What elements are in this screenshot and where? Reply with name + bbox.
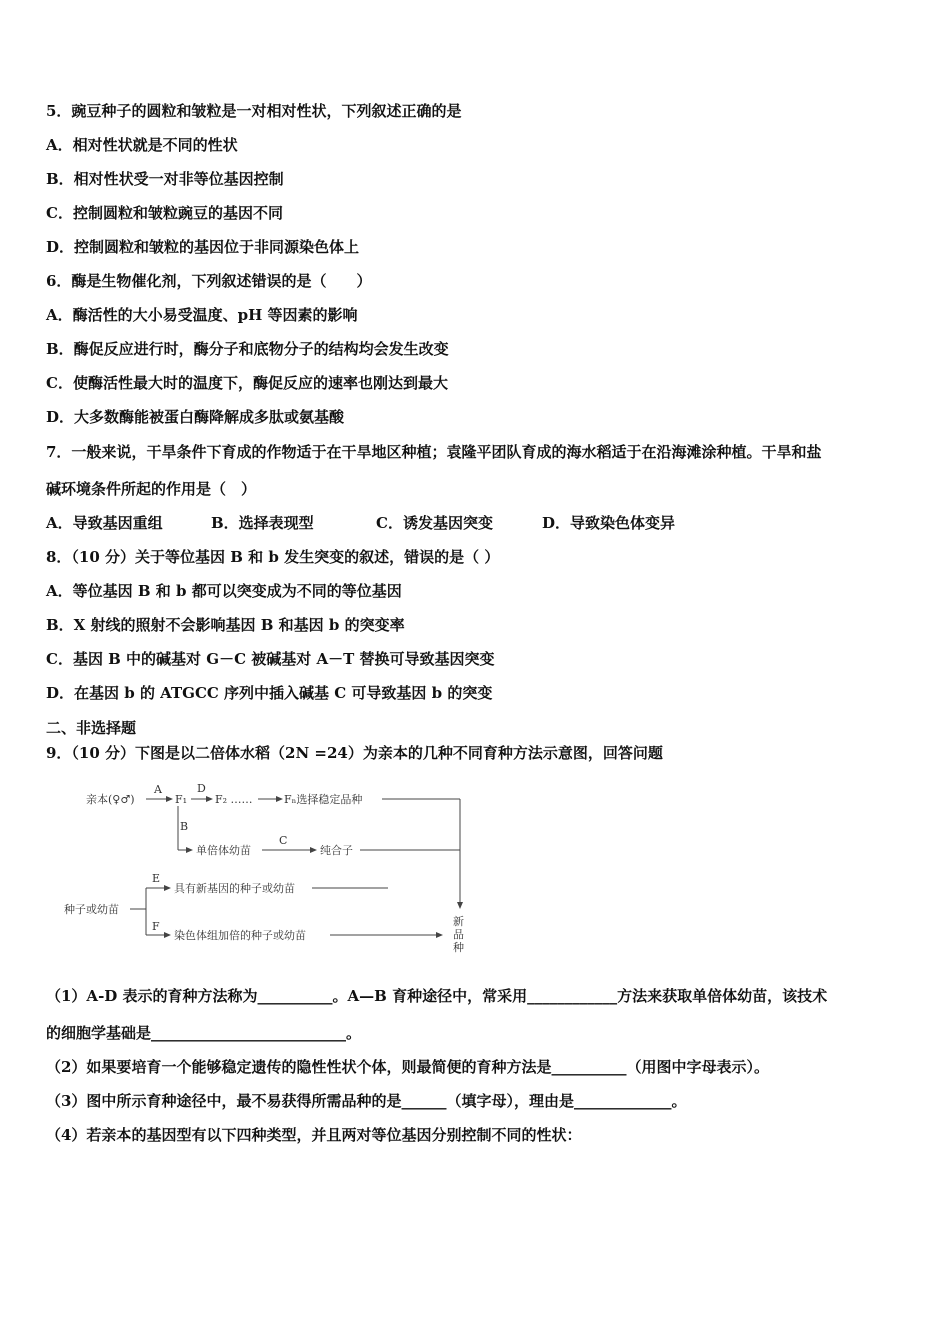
diagram-newgene: 具有新基因的种子或幼苗: [174, 882, 295, 895]
diagram-newvar-2: 品: [453, 928, 464, 941]
q6-option-b: B．酶促反应进行时，酶分子和底物分子的结构均会发生改变: [46, 340, 449, 358]
q5-option-c: C．控制圆粒和皱粒豌豆的基因不同: [46, 204, 283, 222]
diagram-pure: 纯合子: [320, 844, 353, 857]
q9-sub3: （3）图中所示育种途径中，最不易获得所需品种的是______（填字母），理由是_____________。: [46, 1092, 687, 1110]
section-heading: 二、非选择题: [46, 719, 137, 737]
label-c: C: [279, 834, 288, 847]
q6-stem: 6．酶是生物催化剂，下列叙述错误的是（ ）: [46, 272, 372, 290]
q9-sub4: （4）若亲本的基因型有以下四种类型，并且两对等位基因分别控制不同的性状：: [46, 1126, 582, 1144]
q5-stem: 5．豌豆种子的圆粒和皱粒是一对相对性状，下列叙述正确的是: [46, 102, 462, 120]
label-f: F: [152, 920, 160, 933]
diagram-newvar-3: 种: [453, 941, 464, 954]
diagram-haploid: 单倍体幼苗: [196, 844, 251, 857]
q6-option-a: A．酶活性的大小易受温度、pH 等因素的影响: [46, 306, 358, 324]
diagram-f2: F₂ ……: [215, 793, 253, 806]
label-d: D: [197, 782, 206, 795]
q6-option-c: C．使酶活性最大时的温度下，酶促反应的速率也刚达到最大: [46, 374, 448, 392]
diagram-newvar-1: 新: [453, 915, 464, 928]
label-b: B: [180, 820, 189, 833]
q7-stem-line1: 7．一般来说，干旱条件下育成的作物适于在干旱地区种植；袁隆平团队育成的海水稻适于在沿海滩涂种植。干旱和盐: [46, 443, 822, 461]
q7-option-a: A．导致基因重组: [46, 514, 163, 532]
q8-option-a: A．等位基因 B 和 b 都可以突变成为不同的等位基因: [46, 582, 402, 600]
q8-option-b: B．X 射线的照射不会影响基因 B 和基因 b 的突变率: [46, 616, 405, 634]
q8-option-d: D．在基因 b 的 ATGCC 序列中插入碱基 C 可导致基因 b 的突变: [46, 684, 493, 702]
q5-option-a: A．相对性状就是不同的性状: [46, 136, 238, 154]
q8-stem: 8．（10 分）关于等位基因 B 和 b 发生突变的叙述，错误的是（ ）: [46, 548, 500, 566]
diagram-seed: 种子或幼苗: [64, 903, 119, 916]
q5-option-b: B．相对性状受一对非等位基因控制: [46, 170, 284, 188]
q9-stem: 9．（10 分）下图是以二倍体水稻（2N =24）为亲本的几种不同育种方法示意图，回答问题: [46, 744, 663, 762]
q7-stem-line2: 碱环境条件所起的作用是（ ）: [46, 480, 257, 498]
label-a: A: [154, 783, 162, 796]
diagram-f1: F₁: [175, 793, 188, 806]
q7-option-b: B．选择表现型: [211, 514, 314, 532]
q9-sub1-line1: （1）A-D 表示的育种方法称为__________。A—B 育种途径中，常采用____________方法来获取单倍体幼苗，该技术: [46, 987, 828, 1005]
label-e: E: [152, 872, 161, 885]
q9-sub2: （2）如果要培育一个能够稳定遗传的隐性性状个体，则最简便的育种方法是__________（用图中字母表示）。: [46, 1058, 769, 1076]
q8-option-c: C．基因 B 中的碱基对 G－C 被碱基对 A－T 替换可导致基因突变: [46, 650, 495, 668]
diagram-fn: Fₙ选择稳定品种: [284, 793, 363, 806]
q7-options: [46, 513, 675, 533]
q5-option-d: D．控制圆粒和皱粒的基因位于非同源染色体上: [46, 238, 360, 256]
q6-option-d: D．大多数酶能被蛋白酶降解成多肽或氨基酸: [46, 408, 345, 426]
diagram-parent: 亲本(♀♂): [86, 793, 135, 806]
q9-sub1-line2: 的细胞学基础是__________________________。: [46, 1024, 362, 1042]
diagram-polyploid: 染色体组加倍的种子或幼苗: [174, 929, 306, 942]
q7-option-c: C．诱发基因突变: [376, 514, 493, 532]
q7-option-d: D．导致染色体变异: [542, 514, 676, 532]
breeding-diagram: [60, 778, 490, 958]
